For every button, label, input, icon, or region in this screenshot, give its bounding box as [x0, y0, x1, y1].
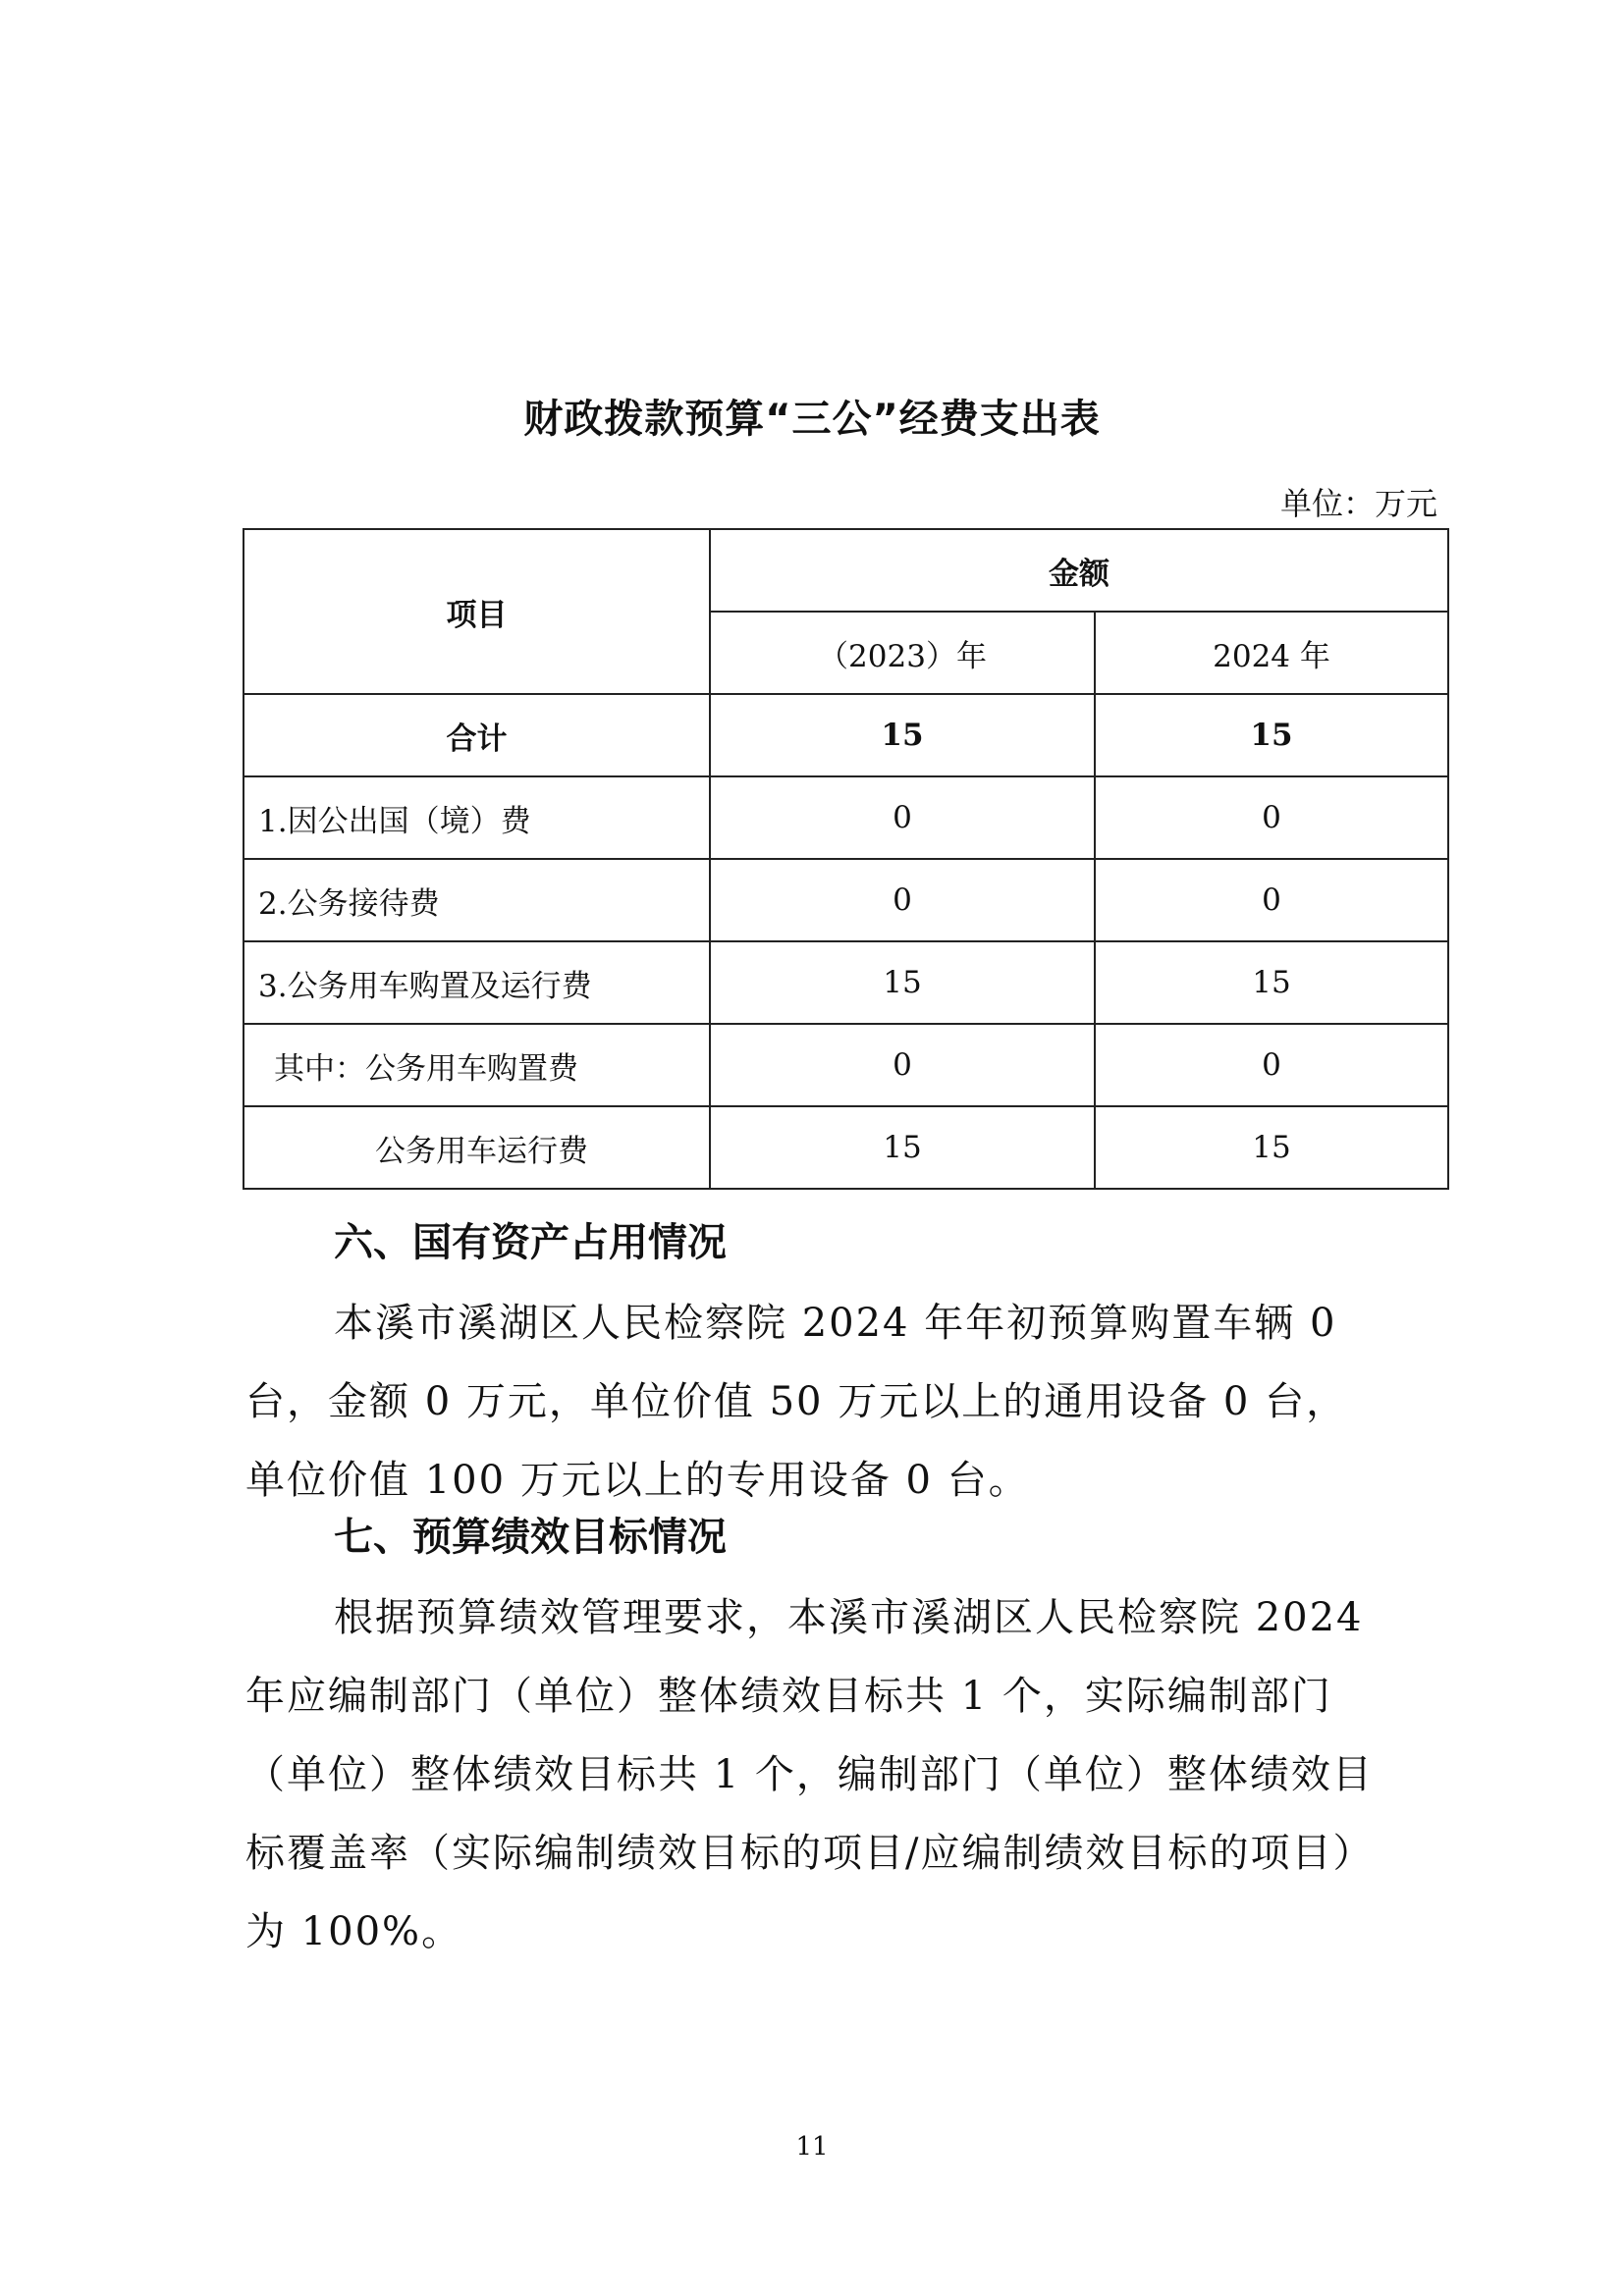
table-header-row — [244, 529, 1448, 612]
value-2024: 0 — [1095, 1024, 1448, 1106]
value-2024: 0 — [1095, 776, 1448, 859]
row-label: 1.因公出国（境）费 — [244, 776, 710, 859]
table-row — [244, 1024, 1448, 1106]
row-label: 其中：公务用车购置费 — [244, 1024, 710, 1106]
value-2023: 0 — [710, 859, 1095, 941]
section-heading-performance: 七、预算绩效目标情况 — [334, 1515, 727, 1560]
unit-label: 单位：万元 — [1279, 485, 1437, 522]
page-number: 11 — [795, 2132, 829, 2162]
header-2023: （2023）年 — [710, 612, 1095, 694]
row-label: 合计 — [244, 694, 710, 776]
value-2024: 15 — [1095, 941, 1448, 1024]
header-item: 项目 — [244, 529, 710, 694]
header-2024: 2024 年 — [1095, 612, 1448, 694]
table-row — [244, 941, 1448, 1024]
header-amount: 金额 — [710, 529, 1448, 612]
row-label: 3.公务用车购置及运行费 — [244, 941, 710, 1024]
row-label: 公务用车运行费 — [244, 1106, 710, 1189]
value-2024: 15 — [1095, 694, 1448, 776]
value-2023: 15 — [710, 694, 1095, 776]
value-2023: 15 — [710, 1106, 1095, 1189]
value-2023: 15 — [710, 941, 1095, 1024]
value-2024: 0 — [1095, 859, 1448, 941]
table-row — [244, 776, 1448, 859]
value-2024: 15 — [1095, 1106, 1448, 1189]
table-row — [244, 859, 1448, 941]
section-heading-assets: 六、国有资产占用情况 — [334, 1220, 727, 1265]
row-label: 2.公务接待费 — [244, 859, 710, 941]
table-title: 财政拨款预算“三公”经费支出表 — [523, 397, 1101, 442]
three-public-expenses-table — [243, 528, 1449, 1190]
value-2023: 0 — [710, 776, 1095, 859]
table-row — [244, 694, 1448, 776]
section-text-assets: 本溪市溪湖区人民检察院 2024 年年初预算购置车辆 0 台，金额 0 万元，单位价值 50 万元以上的通用设备 0 台，单位价值 100 万元以上的专用设备 0 台。 — [245, 1301, 1348, 1503]
table-row — [244, 1106, 1448, 1189]
section-text-performance: 根据预算绩效管理要求，本溪市溪湖区人民检察院 2024 年应编制部门（单位）整体绩效目标共 1 个，实际编制部门（单位）整体绩效目标共 1 个，编制部门（单位）整体绩效目标覆盖率（实际编制绩效目标的项目/应编制绩效目标的项目）为 100%。 — [245, 1595, 1375, 1954]
value-2023: 0 — [710, 1024, 1095, 1106]
